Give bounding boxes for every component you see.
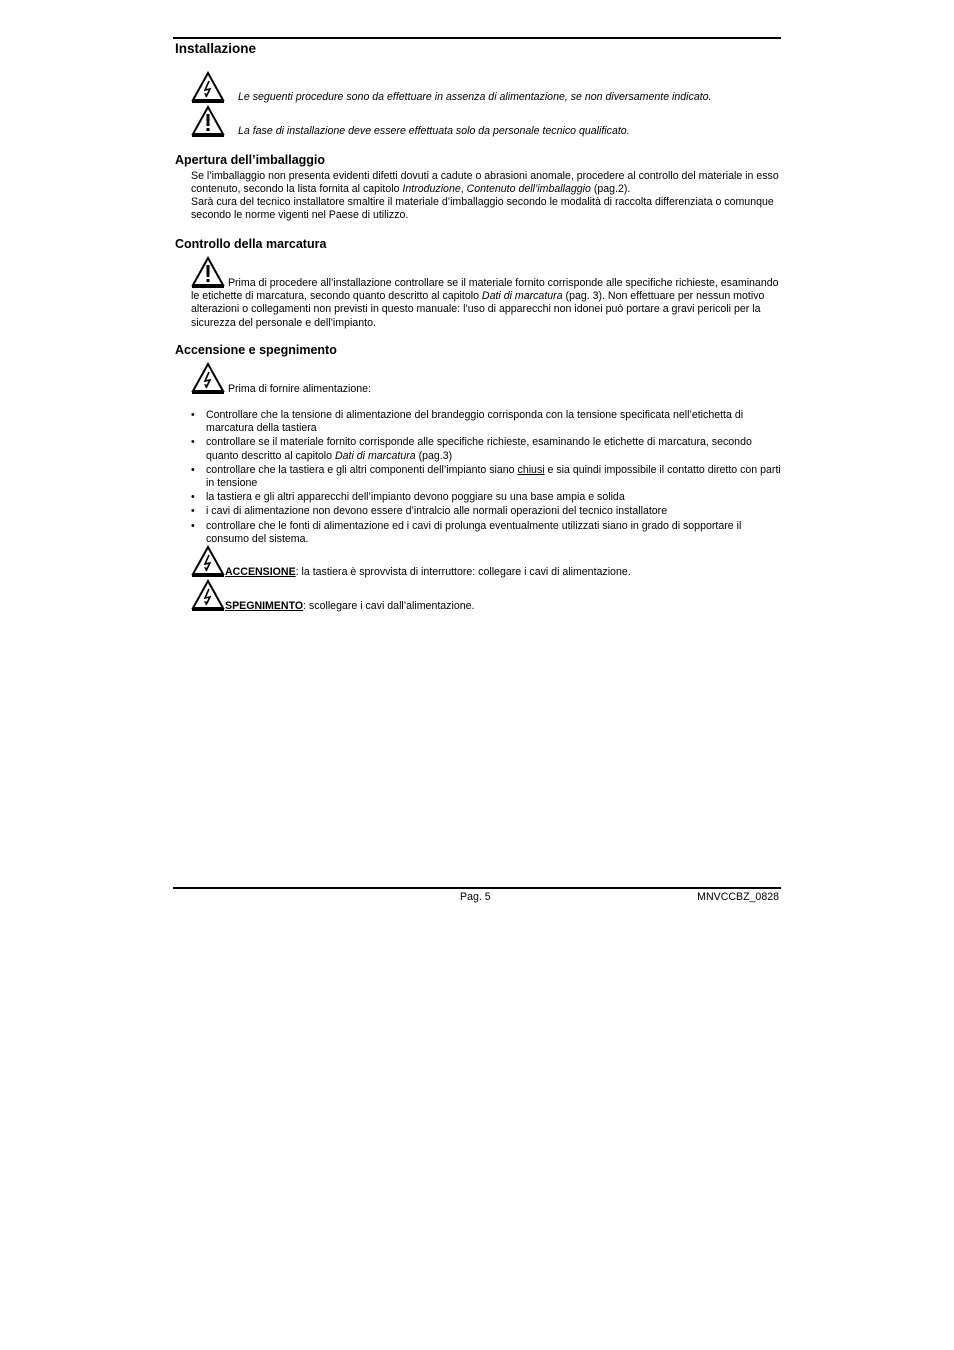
list-item-text: la tastiera e gli altri apparecchi dell’impianto devono poggiare su una base ampia e solida bbox=[206, 491, 625, 504]
electric-hazard-icon bbox=[191, 71, 225, 103]
list-item-ref: Dati di marcatura bbox=[334, 449, 416, 462]
accensione-lead-text: Prima di fornire alimentazione: bbox=[225, 383, 372, 395]
list-item bbox=[191, 491, 781, 504]
list-item-text: controllare se il materiale fornito corrisponde alle specifiche richieste, esaminando le etichette di marcatura, secondo quanto descritto al capitolo bbox=[206, 436, 752, 462]
controllo-text-b: (pag. 3). Non effettuare per nessun motivo alterazioni o collegamenti non previsti in questo manuale: l’uso di apparecchi non idonei può portare a gravi pericoli per la sicurezza del personale e dell’impianto. bbox=[191, 290, 765, 329]
intro-note-qualified: La fase di installazione deve essere effettuata solo da personale tecnico qualificato. bbox=[238, 125, 630, 137]
footer-rule bbox=[173, 887, 781, 889]
apertura-title: Apertura dell’imballaggio bbox=[175, 153, 326, 167]
electric-hazard-icon bbox=[191, 545, 225, 577]
document-code: MNVCCBZ_0828 bbox=[697, 891, 779, 903]
list-item-text: e sia quindi impossibile il contatto diretto con parti in tensione bbox=[206, 463, 781, 490]
electric-hazard-icon bbox=[191, 362, 225, 394]
list-item bbox=[191, 520, 781, 546]
apertura-sep: , bbox=[460, 183, 467, 196]
accensione-note-text: : la tastiera è sprovvista di interruttore: collegare i cavi di alimentazione. bbox=[295, 566, 631, 578]
spegnimento-label: SPEGNIMENTO bbox=[225, 600, 304, 612]
list-item-text: Controllare che la tensione di alimentazione del brandeggio corrisponda con la tensione specificata nell’etichetta di marcatura della tastiera bbox=[206, 409, 744, 435]
list-item bbox=[191, 464, 781, 490]
general-warning-icon bbox=[191, 256, 225, 288]
list-item-text: (pag.3) bbox=[415, 449, 453, 462]
spegnimento-note-text: : scollegare i cavi dall’alimentazione. bbox=[303, 600, 475, 612]
spegnimento-note bbox=[191, 579, 781, 613]
general-warning-icon bbox=[191, 105, 225, 137]
list-item-text: controllare che la tastiera e gli altri componenti dell’impianto siano bbox=[206, 463, 518, 476]
controllo-title: Controllo della marcatura bbox=[175, 237, 327, 251]
accensione-title: Accensione e spegnimento bbox=[175, 343, 337, 357]
apertura-ref-contenuto: Contenuto dell’imballaggio bbox=[466, 183, 591, 196]
section-title: Installazione bbox=[175, 41, 257, 56]
accensione-lead bbox=[191, 362, 781, 396]
list-item-text: controllare che le fonti di alimentazione ed i cavi di prolunga eventualmente utilizzati siano in grado di sopportare il consumo del sistema. bbox=[206, 519, 742, 545]
intro-note-power: Le seguenti procedure sono da effettuare in assenza di alimentazione, se non diversamente indicato. bbox=[238, 91, 712, 103]
precaution-list bbox=[191, 409, 781, 547]
list-item-text: i cavi di alimentazione non devono essere d’intralcio alle normali operazioni del tecnico installatore bbox=[206, 505, 668, 518]
list-item bbox=[191, 436, 781, 462]
list-item bbox=[191, 505, 781, 518]
apertura-ref-introduzione: Introduzione bbox=[402, 183, 461, 196]
list-item-underlined: chiusi bbox=[517, 463, 545, 476]
apertura-paragraph-2: Sarà cura del tecnico installatore smaltire il materiale d’imballaggio secondo le modalità di raccolta differenziata o comunque secondo le norme vigenti nel Paese di utilizzo. bbox=[191, 196, 774, 222]
apertura-text-a: Se l’imballaggio non presenta evidenti difetti dovuti a cadute o abrasioni anomale, procedere al controllo del materiale in esso contenuto, secondo la lista fornita al capitolo bbox=[191, 170, 779, 196]
controllo-ref-dati: Dati di marcatura bbox=[481, 290, 563, 303]
electric-hazard-icon bbox=[191, 579, 225, 611]
accensione-note bbox=[191, 545, 781, 579]
controllo-paragraph bbox=[191, 256, 781, 330]
page-number: Pag. 5 bbox=[460, 891, 491, 903]
apertura-text-b: (pag.2). bbox=[590, 183, 631, 196]
controllo-text-a: Prima di procedere all’installazione controllare se il materiale fornito corrisponde alle specifiche richieste, esaminando le etichette di marcatura, secondo quanto descritto al capitolo bbox=[191, 277, 779, 303]
apertura-paragraph-1 bbox=[191, 170, 781, 196]
accensione-label: ACCENSIONE bbox=[225, 566, 296, 578]
list-item bbox=[191, 409, 781, 435]
top-rule bbox=[173, 37, 781, 39]
